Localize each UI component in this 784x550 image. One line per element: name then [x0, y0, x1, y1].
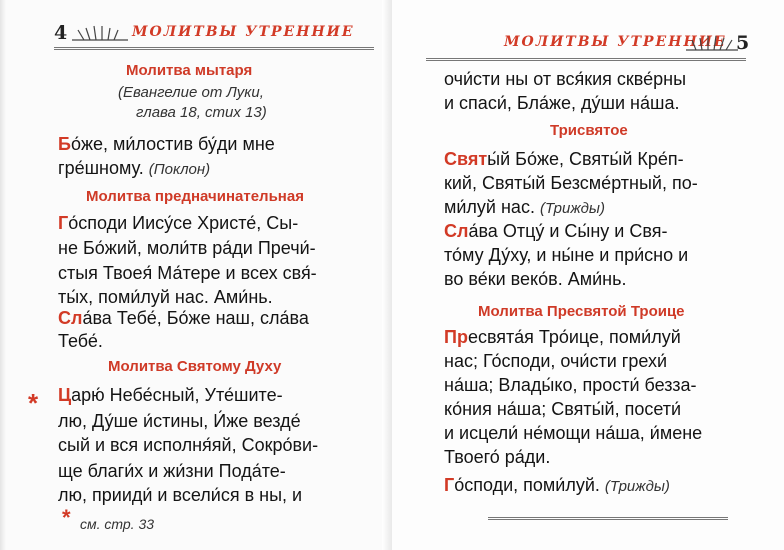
text-line: ты́х, поми́луй нас. Ами́нь. [58, 287, 273, 307]
text-line: Го́споди Иису́се Христе́, Сы- [58, 213, 299, 233]
prayer-heading: Молитва Святому Духу [108, 358, 282, 375]
rubric-note: (Поклон) [148, 161, 211, 178]
prayer-heading: Трисвятое [550, 122, 628, 139]
text-line: ко́ния на́ша; Святы́й, посети́ [444, 399, 682, 419]
text-line: Твоего́ ра́ди. [444, 447, 551, 467]
header-ornament-icon [70, 18, 130, 44]
asterisk-footnote-icon: * [62, 505, 71, 530]
right-page [392, 0, 784, 550]
drop-cap: Свят [444, 149, 488, 169]
text-line: Бо́же, ми́лостив бу́ди мне [58, 134, 275, 154]
text-line: очи́сти ны от вся́кия скве́рны [444, 69, 687, 89]
text-line: лю, прииди́ и всели́ся в ны, и [58, 485, 303, 505]
text-line: и спаси́, Бла́же, ду́ши на́ша. [444, 93, 680, 113]
scripture-reference: глава 18, стих 13) [136, 104, 267, 121]
text-line: на́ша; Влады́ко, прости́ безза- [444, 375, 697, 395]
prayer-heading: Молитва предначинательная [86, 188, 304, 205]
footer-rule [488, 517, 728, 520]
text-line: не Бо́жий, моли́тв ра́ди Пречи́- [58, 238, 316, 258]
drop-cap: Ц [58, 385, 72, 405]
drop-cap: Сл [58, 308, 83, 328]
rubric-note: (Трижды) [604, 478, 670, 495]
running-head: МОЛИТВЫ УТРЕННИЕ [504, 34, 727, 50]
text-line: нас; Го́споди, очи́сти грехи́ [444, 351, 668, 371]
text-line: и исцели́ не́мощи на́ша, и́мене [444, 423, 703, 443]
footnote: см. стр. 33 [80, 516, 155, 532]
text-line: Святы́й Бо́же, Святы́й Кре́п- [444, 149, 684, 169]
drop-cap: Б [58, 134, 71, 154]
page-number: 4 [54, 22, 68, 44]
text-line: Го́споди, поми́луй. (Трижды) [444, 475, 670, 495]
text-line: Сла́ва Отцу́ и Сы́ну и Свя- [444, 221, 668, 241]
text-line: гре́шному. (Поклон) [58, 158, 211, 178]
page-number: 5 [736, 32, 750, 54]
running-head: МОЛИТВЫ УТРЕННИЕ [132, 24, 355, 40]
drop-cap: Сл [444, 221, 469, 241]
text-line: ми́луй нас. (Трижды) [444, 197, 605, 217]
prayer-heading: Молитва Пресвятой Троице [478, 303, 685, 320]
header-rule [54, 47, 374, 50]
scripture-reference: (Евангелие от Луки, [118, 84, 264, 101]
rubric-note: (Трижды) [539, 200, 605, 217]
header-rule [426, 58, 746, 61]
text-line: лю, Ду́ше и́стины, И́же везде́ [58, 411, 301, 431]
drop-cap: Г [58, 213, 69, 233]
asterisk-marker-icon: * [28, 388, 39, 418]
text-line: то́му Ду́ху, и ны́не и при́сно и [444, 245, 689, 265]
drop-cap: Г [444, 475, 455, 495]
text-line: стыя Твоея́ Ма́тере и всех свя́- [58, 263, 317, 283]
text-line: Царю́ Небе́сный, Уте́шите- [58, 385, 283, 405]
text-line: Пресвята́я Тро́ице, поми́луй [444, 327, 681, 347]
text-line: Тебе́. [58, 331, 103, 351]
page-edge-shadow [0, 0, 6, 550]
text-line: кий, Святы́й Безсме́ртный, по- [444, 173, 698, 193]
text-line: во ве́ки веко́в. Ами́нь. [444, 269, 627, 289]
prayer-heading: Молитва мытаря [126, 62, 253, 79]
text-line: сый и вся исполня́яй, Сокро́ви- [58, 435, 319, 455]
drop-cap: Пр [444, 327, 468, 347]
text-line: ще благи́х и жи́зни Пода́те- [58, 461, 286, 481]
text-line: Сла́ва Тебе́, Бо́же наш, сла́ва [58, 308, 309, 328]
header-ornament-icon [684, 28, 740, 54]
